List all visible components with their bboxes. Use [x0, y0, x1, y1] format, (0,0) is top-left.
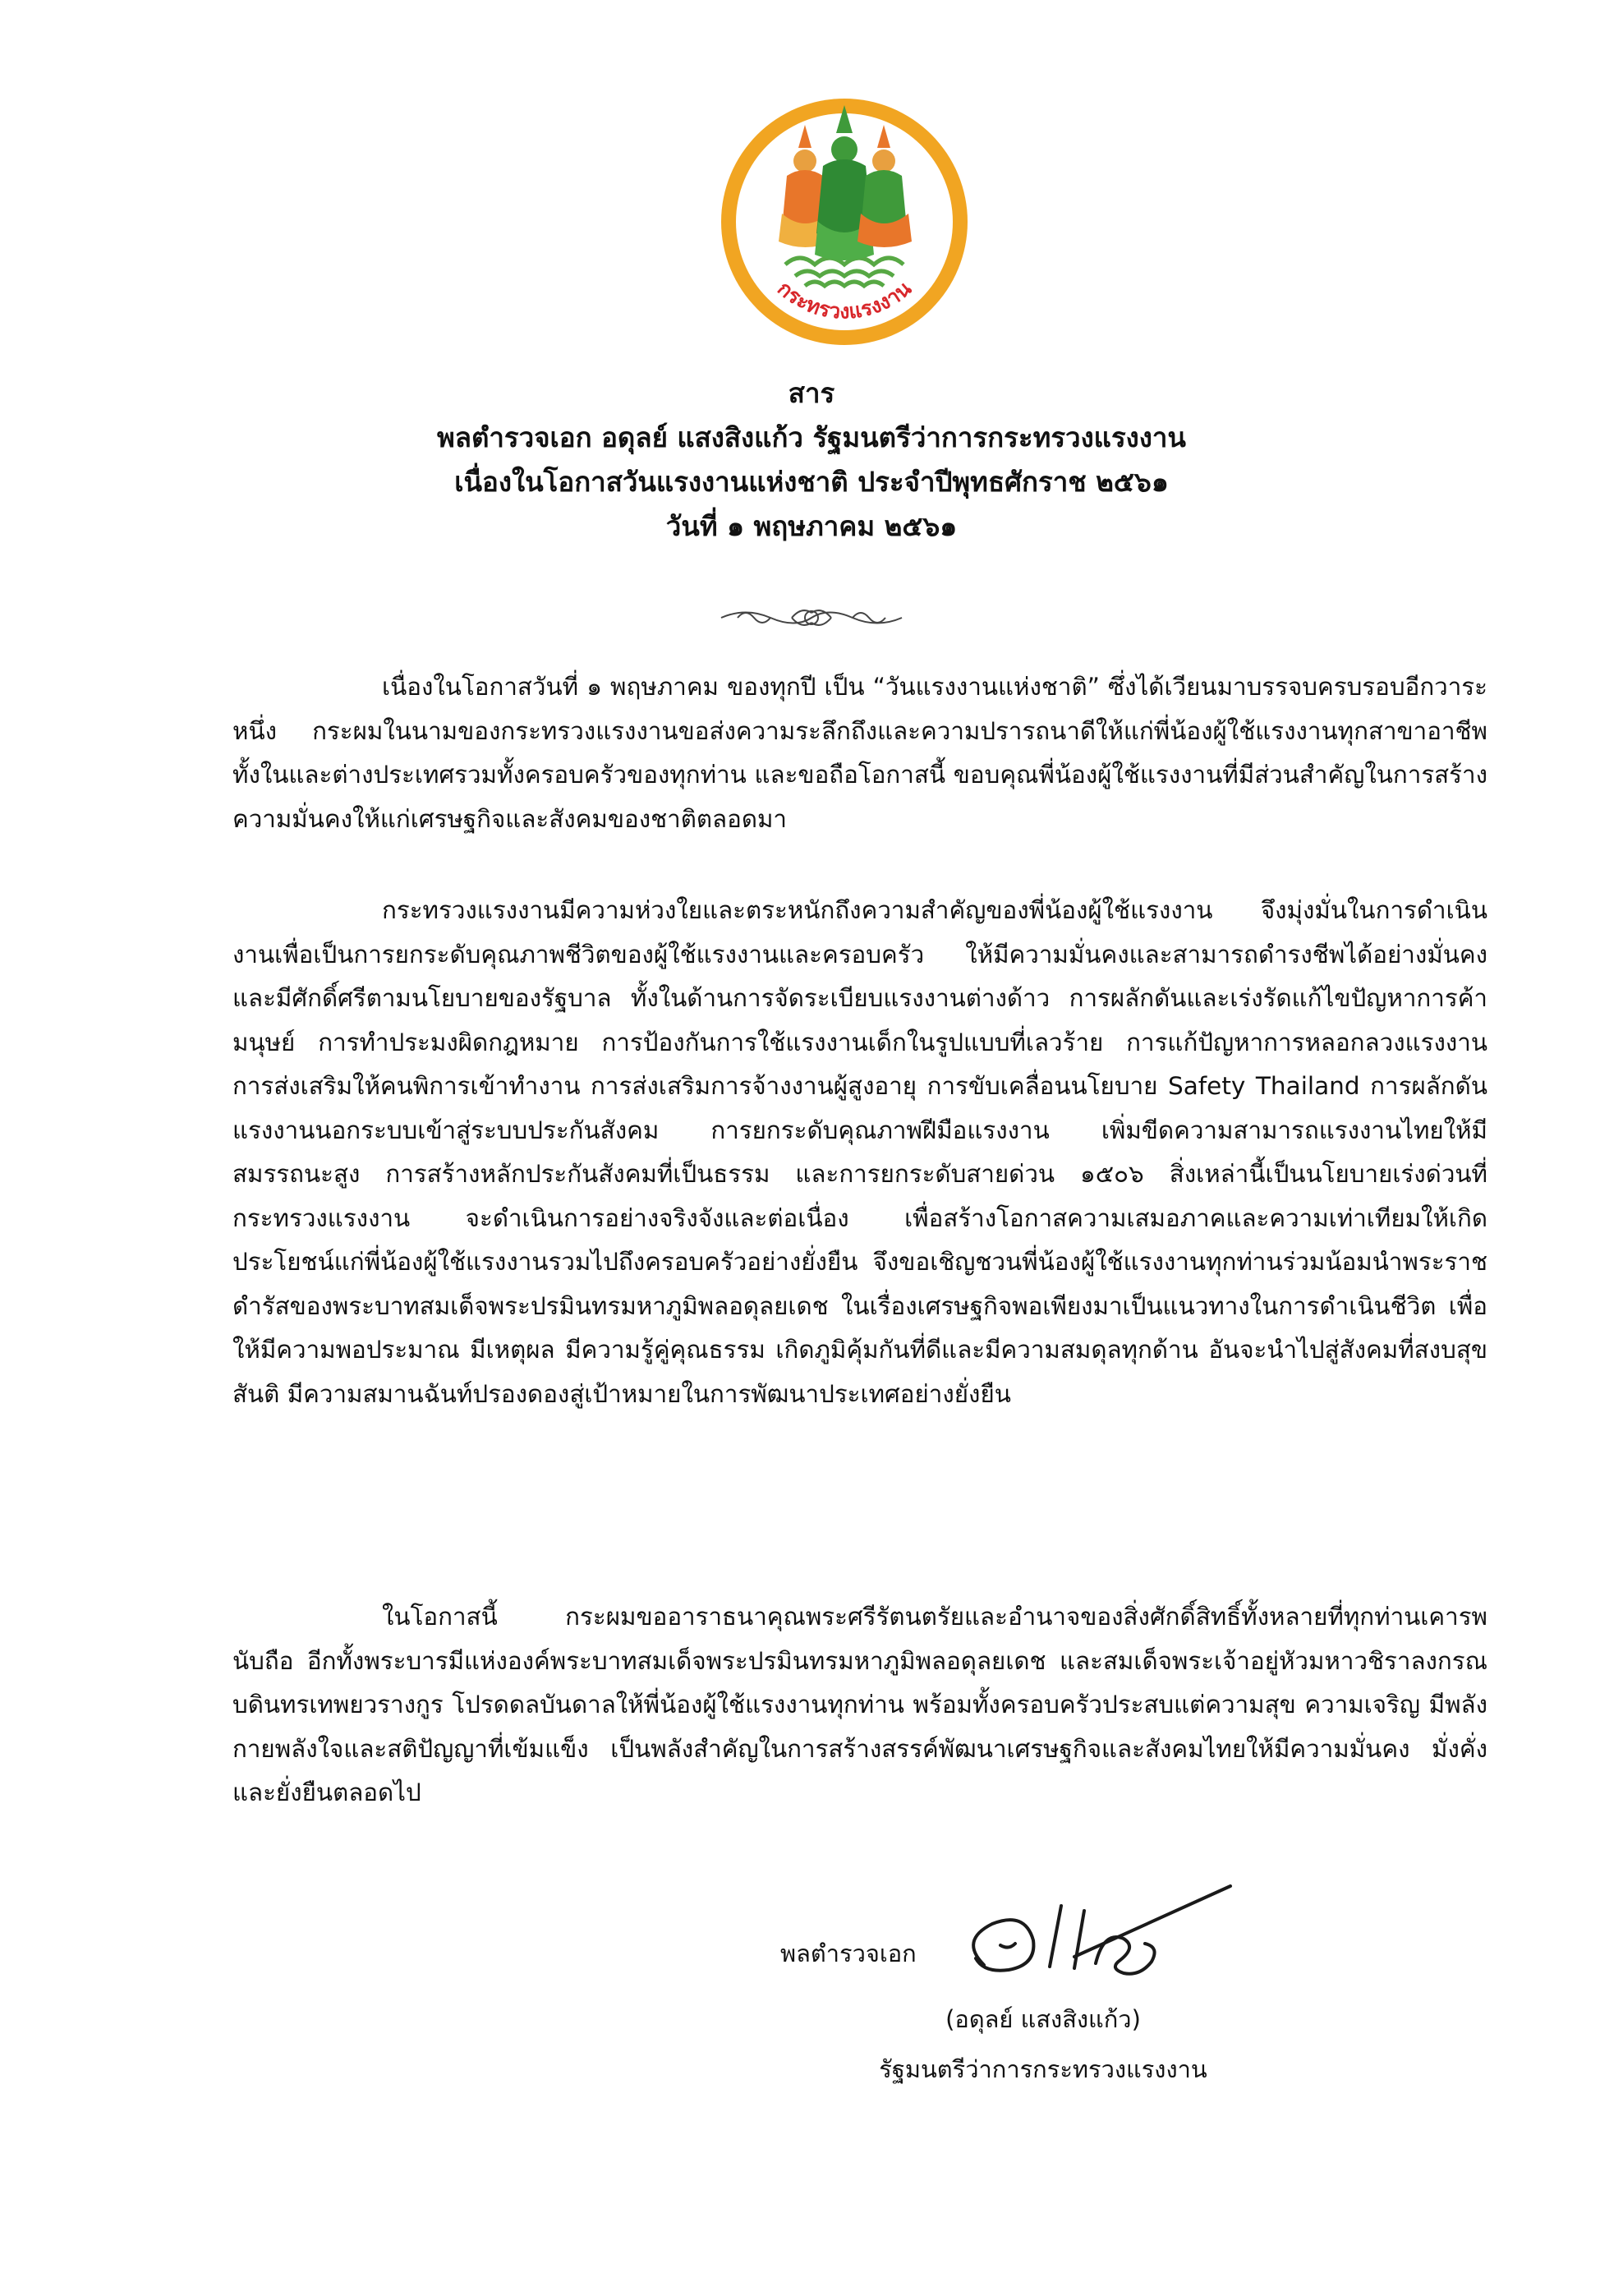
svg-text:กระทรวงแรงงาน: กระทรวงแรงงาน [773, 276, 916, 324]
heading-minister-line: พลตำรวจเอก อดุลย์ แสงสิงแก้ว รัฐมนตรีว่าการกระทรวงแรงงาน [437, 421, 1186, 453]
body-paragraph-1: เนื่องในโอกาสวันที่ ๑ พฤษภาคม ของทุกปี เป็น “วันแรงงานแห่งชาติ” ซึ่งได้เวียนมาบรรจบครบรอบอีกวาระหนึ่ง กระผมในนามของกระทรวงแรงงานขอส่งความระลึกถึงและความปรารถนาดีให้แก่พี่น้องผู้ใช้แรงงานทุกสาขาอาชีพทั้งในและต่างประเทศรวมทั้งครอบครัวของทุกท่าน และขอถือโอกาสนี้ ขอบคุณพี่น้องผู้ใช้แรงงานที่มีส่วนสำคัญในการสร้างความมั่นคงให้แก่เศรษฐกิจและสังคมของชาติตลอดมา [232, 673, 1487, 833]
ornament-divider-icon [713, 604, 910, 632]
signatory-name: (อดุลย์ แสงสิงแก้ว) [945, 2005, 1141, 2033]
document-title: สาร [788, 377, 835, 409]
body-paragraph-3: ในโอกาสนี้ กระผมขออาราธนาคุณพระศรีรัตนตรัยและอำนาจของสิ่งศักดิ์สิทธิ์ทั้งหลายที่ทุกท่านเคารพนับถือ อีกทั้งพระบารมีแห่งองค์พระบาทสมเด็จพระปรมินทรมหาภูมิพลอดุลยเดช และสมเด็จพระเจ้าอยู่หัวมหาวชิราลงกรณ บดินทรเทพยวรางกูร โปรดดลบันดาลให้พี่น้องผู้ใช้แรงงานทุกท่าน พร้อมทั้งครอบครัวประสบแต่ความสุข ความเจริญ มีพลังกายพลังใจและสติปัญญาที่เข้มแข็ง เป็นพลังสำคัญในการสร้างสรรค์พัฒนาเศรษฐกิจและสังคมไทยให้มีความมั่นคง มั่งคั่ง และยั่งยืนตลอดไป [232, 1603, 1487, 1806]
ministry-emblem-logo [713, 90, 976, 353]
signature-rank: พลตำรวจเอก [780, 1939, 917, 1967]
signatory-position: รัฐมนตรีว่าการกระทรวงแรงงาน [879, 2055, 1207, 2083]
heading-date-line: วันที่ ๑ พฤษภาคม ๒๕๖๑ [665, 510, 958, 542]
body-paragraph-2: กระทรวงแรงงานมีความห่วงใยและตระหนักถึงความสำคัญของพี่น้องผู้ใช้แรงงาน จึงมุ่งมั่นในการดำเนินงานเพื่อเป็นการยกระดับคุณภาพชีวิตของผู้ใช้แรงงานและครอบครัว ให้มีความมั่นคงและสามารถดำรงชีพได้อย่างมั่นคงและมีศักดิ์ศรีตามนโยบายของรัฐบาล ทั้งในด้านการจัดระเบียบแรงงานต่างด้าว การผลักดันและเร่งรัดแก้ไขปัญหาการค้ามนุษย์ การทำประมงผิดกฎหมาย การป้องกันการใช้แรงงานเด็กในรูปแบบที่เลวร้าย การแก้ปัญหาการหลอกลวงแรงงาน การส่งเสริมให้คนพิการเข้าทำงาน การส่งเสริมการจ้างงานผู้สูงอายุ การขับเคลื่อนนโยบาย Safety Thailand การผลักดันแรงงานนอกระบบเข้าสู่ระบบประกันสังคม การยกระดับคุณภาพฝีมือแรงงาน เพิ่มขีดความสามารถแรงงานไทยให้มีสมรรถนะสูง การสร้างหลักประกันสังคมที่เป็นธรรม และการยกระดับสายด่วน ๑๕๐๖ สิ่งเหล่านี้เป็นนโยบายเร่งด่วนที่กระทรวงแรงงาน จะดำเนินการอย่างจริงจังและต่อเนื่อง เพื่อสร้างโอกาสความเสมอภาคและความเท่าเทียมให้เกิดประโยชน์แก่พี่น้องผู้ใช้แรงงานรวมไปถึงครอบครัวอย่างยั่งยืน จึงขอเชิญชวนพี่น้องผู้ใช้แรงงานทุกท่านร่วมน้อมนำพระราชดำรัสของพระบาทสมเด็จพระปรมินทรมหาภูมิพลอดุลยเดช ในเรื่องเศรษฐกิจพอเพียงมาเป็นแนวทางในการดำเนินชีวิต เพื่อให้มีความพอประมาณ มีเหตุผล มีความรู้คู่คุณธรรม เกิดภูมิคุ้มกันที่ดีและมีความสมดุลทุกด้าน อันจะนำไปสู่สังคมที่สงบสุข สันติ มีความสมานฉันท์ปรองดองสู่เป้าหมายในการพัฒนาประเทศอย่างยั่งยืน [232, 896, 1487, 1408]
handwritten-signature [951, 1866, 1247, 1998]
heading-occasion-line: เนื่องในโอกาสวันแรงงานแห่งชาติ ประจำปีพุทธศักราช ๒๕๖๑ [454, 466, 1169, 498]
